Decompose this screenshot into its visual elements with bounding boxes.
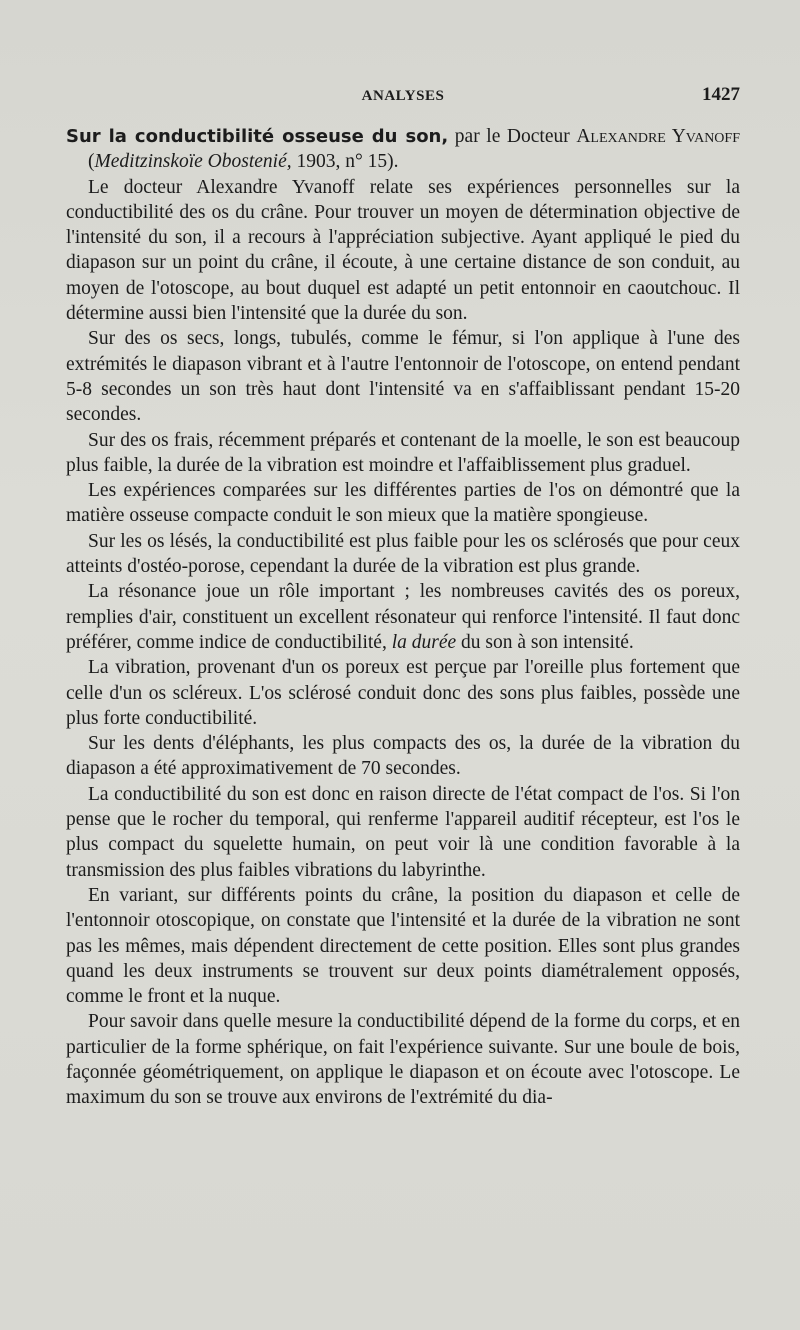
page-number: 1427: [702, 84, 740, 105]
paragraph: Sur les dents d'éléphants, les plus compacts des os, la durée de la vibration du diapason a été approximativement de 70 secondes.: [66, 733, 740, 780]
journal-open: (: [88, 151, 95, 173]
article-heading: [66, 124, 740, 175]
paragraph: Sur des os secs, longs, tubulés, comme le fémur, si l'on applique à l'une des extrémités le diapason vibrant et à l'autre l'entonnoir de l'otoscope, on entend pendant 5-8 secondes un son très haut dont l'intensité va en s'affaiblissant pendant 15-20 secondes.: [66, 328, 740, 426]
paragraph: Sur les os lésés, la conductibilité est plus faible pour les os sclérosés que pour ceux atteints d'ostéo-porose, cependant la durée de la vibration est plus grande.: [66, 530, 740, 578]
resonance-text-before: La résonance joue un rôle important ; les nombreuses cavités des os poreux, remplies d'air, constituent un excellent résonateur qui renforce l'intensité. Il faut donc préférer, comme indice de conductibilité,: [66, 581, 740, 653]
paragraph: Sur des os frais, récemment préparés et contenant de la moelle, le son est beaucoup plus faible, la durée de la vibration est moindre et l'affaiblissement plus graduel.: [66, 429, 740, 476]
byline-prefix: par le Docteur: [448, 126, 577, 147]
citation: 1903, n° 15).: [291, 151, 399, 173]
section-heading: ANALYSES: [361, 88, 445, 104]
paragraph: En variant, sur différents points du crâne, la position du diapason et celle de l'entonnoir otoscopique, on constate que l'intensité et la durée de la vibration ne sont pas les mêmes, mais dépendent directement de cette position. Elles sont plus grandes quand les deux instruments se trouvent sur deux points diamétralement opposés, comme le front et la nuque.: [66, 884, 740, 1008]
article-body: [66, 124, 740, 1111]
author-name: Alexandre Yvanoff: [576, 126, 740, 147]
paragraph: Pour savoir dans quelle mesure la conductibilité dépend de la forme du corps, et en particulier de la forme sphérique, on fait l'expérience suivante. Sur une boule de bois, façonnée géométriquement, on applique le diapason et on écoute avec l'otoscope. Le maximum du son se trouve aux environs de l'extrémité du dia-: [66, 1011, 740, 1109]
paragraph: Le docteur Alexandre Yvanoff relate ses expériences personnelles sur la conductibilité des os du crâne. Pour trouver un moyen de détermination objective de l'intensité du son, il a recours à l'appréciation subjective. Ayant appliqué le pied du diapason sur un point du crâne, il écoute, à une certaine distance de son conduit, au moyen de l'otoscope, au bout duquel est adapté un petit entonnoir en caoutchouc. Il détermine aussi bien l'intensité que la durée du son.: [66, 176, 740, 325]
running-head: [66, 84, 740, 118]
paragraph-resonance: [66, 579, 740, 655]
paragraph: Les expériences comparées sur les différentes parties de l'os on démontré que la matière osseuse compacte conduit le son mieux que la matière spongieuse.: [66, 480, 740, 527]
article-title: Sur la conductibilité osseuse du son,: [66, 126, 449, 147]
resonance-emphasis: la durée: [391, 631, 457, 653]
journal-name: Meditzinskoïe Obostenié,: [94, 151, 292, 173]
resonance-text-after: du son à son intensité.: [456, 631, 634, 653]
paragraph: La conductibilité du son est donc en raison directe de l'état compact de l'os. Si l'on pense que le rocher du temporal, qui renferme l'appareil auditif récepteur, est l'os le plus compact du squelette humain, on peut voir là une condition favorable à la transmission des plus faibles vibrations du labyrinthe.: [66, 783, 740, 881]
paragraph: La vibration, provenant d'un os poreux est perçue par l'oreille plus fortement que celle d'un os scléreux. L'os sclérosé conduit donc des sons plus faibles, possède une plus forte conductibilité.: [66, 657, 740, 729]
